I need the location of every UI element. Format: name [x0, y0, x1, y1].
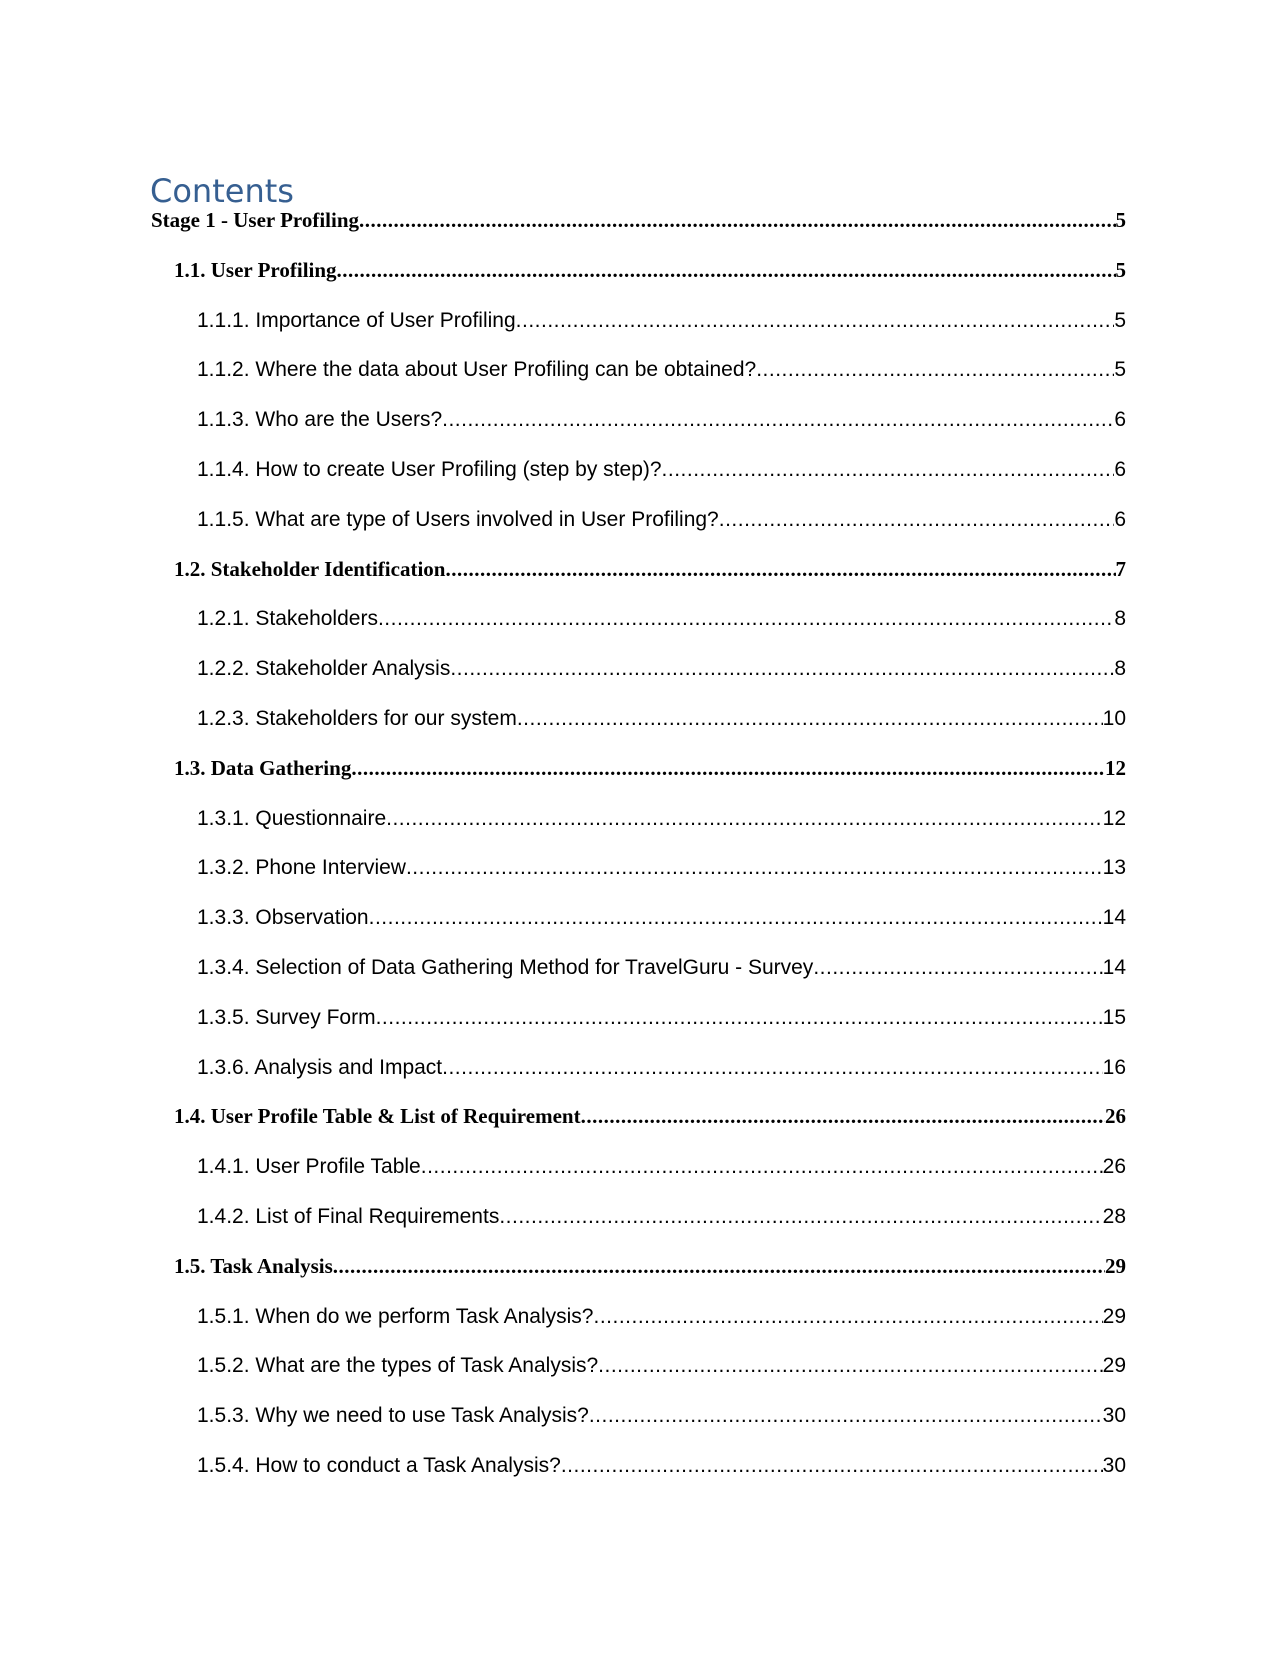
toc-entry-label: 1.3.6. Analysis and Impact [197, 1056, 443, 1079]
toc-page-number: 5 [1115, 208, 1126, 232]
toc-page-number: 8 [1114, 607, 1126, 630]
toc-dot-leader [499, 1205, 1102, 1229]
toc-dot-leader [406, 856, 1103, 880]
toc-entry-label: 1.3.3. Observation [197, 906, 369, 929]
toc-entry[interactable] [151, 203, 1126, 233]
toc-entry-label: 1.3.5. Survey Form [197, 1006, 376, 1029]
toc-entry-label: 1.4.1. User Profile Table [197, 1155, 421, 1178]
toc-entry[interactable] [197, 303, 1126, 333]
toc-entry[interactable] [174, 1099, 1126, 1129]
toc-dot-leader [378, 607, 1114, 631]
toc-page-number: 16 [1102, 1056, 1126, 1079]
toc-page-number: 29 [1102, 1305, 1126, 1328]
toc-dot-leader [333, 1254, 1105, 1279]
page-title: Contents [150, 172, 294, 210]
toc-page-number: 5 [1114, 309, 1126, 332]
toc-page-number: 14 [1102, 956, 1126, 979]
toc-dot-leader [516, 309, 1115, 333]
toc-page-number: 13 [1102, 856, 1126, 879]
toc-page-number: 5 [1114, 358, 1126, 381]
toc-entry-label: 1.3.2. Phone Interview [197, 856, 406, 879]
toc-dot-leader [581, 1104, 1105, 1129]
toc-page-number: 10 [1102, 707, 1126, 730]
toc-entry[interactable] [197, 352, 1126, 382]
toc-dot-leader [813, 956, 1102, 980]
toc-entry[interactable] [197, 1299, 1126, 1329]
toc-entry-label: 1.1.3. Who are the Users? [197, 408, 443, 431]
toc-entry[interactable] [197, 1448, 1126, 1478]
toc-entry[interactable] [197, 1000, 1126, 1030]
toc-entry-label: 1.2.3. Stakeholders for our system [197, 707, 517, 730]
toc-page-number: 12 [1105, 756, 1126, 780]
toc-page-number: 30 [1102, 1404, 1126, 1427]
toc-entry-label: 1.5.2. What are the types of Task Analysis? [197, 1354, 599, 1377]
toc-page-number: 29 [1105, 1254, 1126, 1278]
toc-entry[interactable] [197, 900, 1126, 930]
toc-entry[interactable] [174, 552, 1126, 582]
toc-page-number: 26 [1105, 1104, 1126, 1128]
toc-dot-leader [369, 906, 1103, 930]
toc-dot-leader [351, 756, 1105, 781]
toc-dot-leader [756, 358, 1114, 382]
toc-dot-leader [598, 1354, 1102, 1378]
toc-entry[interactable] [174, 253, 1126, 283]
toc-dot-leader [359, 208, 1115, 233]
toc-entry-label: 1.2. Stakeholder Identification [174, 557, 446, 581]
toc-entry-label: 1.3.1. Questionnaire [197, 807, 387, 830]
toc-page-number: 28 [1102, 1205, 1126, 1228]
toc-entry-label: 1.1. User Profiling [174, 258, 337, 282]
toc-dot-leader [337, 258, 1116, 283]
toc-entry-label: 1.5.4. How to conduct a Task Analysis? [197, 1454, 561, 1477]
toc-entry-label: 1.5.1. When do we perform Task Analysis? [197, 1305, 594, 1328]
toc-page-number: 29 [1102, 1354, 1126, 1377]
toc-page-number: 5 [1115, 258, 1126, 282]
toc-entry-label: 1.4. User Profile Table & List of Requirement [174, 1104, 581, 1128]
toc-page-number: 30 [1102, 1454, 1126, 1477]
toc-entry-label: 1.5.3. Why we need to use Task Analysis? [197, 1404, 589, 1427]
toc-dot-leader [386, 807, 1103, 831]
toc-entry[interactable] [174, 751, 1126, 781]
toc-dot-leader [561, 1454, 1103, 1478]
toc-page-number: 8 [1114, 657, 1126, 680]
toc-page-number: 6 [1114, 458, 1126, 481]
toc-dot-leader [450, 657, 1114, 681]
toc-entry[interactable] [197, 701, 1126, 731]
toc-dot-leader [517, 707, 1103, 731]
toc-entry-label: 1.1.1. Importance of User Profiling [197, 309, 516, 332]
toc-dot-leader [442, 1056, 1103, 1080]
toc-entry[interactable] [197, 850, 1126, 880]
toc-page-number: 12 [1102, 807, 1126, 830]
toc-dot-leader [589, 1404, 1103, 1428]
toc-entry-label: 1.5. Task Analysis [174, 1254, 333, 1278]
toc-entry-label: 1.3.4. Selection of Data Gathering Method for TravelGuru - Survey [197, 956, 814, 979]
toc-entry-label: 1.1.5. What are type of Users involved in User Profiling? [197, 508, 719, 531]
toc-entry-label: 1.2.2. Stakeholder Analysis [197, 657, 451, 680]
toc-page-number: 6 [1114, 408, 1126, 431]
toc-entry[interactable] [197, 801, 1126, 831]
toc-entry[interactable] [197, 1199, 1126, 1229]
toc-entry-label: 1.1.2. Where the data about User Profiling can be obtained? [197, 358, 757, 381]
toc-entry[interactable] [197, 1348, 1126, 1378]
toc-entry[interactable] [174, 1249, 1126, 1279]
toc-entry[interactable] [197, 950, 1126, 980]
toc-entry-label: 1.1.4. How to create User Profiling (step by step)? [197, 458, 662, 481]
toc-entry-label: 1.2.1. Stakeholders [197, 607, 378, 630]
toc-page-number: 26 [1102, 1155, 1126, 1178]
toc-dot-leader [442, 408, 1114, 432]
toc-entry[interactable] [197, 502, 1126, 532]
toc-entry-label: 1.3. Data Gathering [174, 756, 352, 780]
toc-dot-leader [421, 1155, 1103, 1179]
toc-entry[interactable] [197, 1050, 1126, 1080]
toc-dot-leader [445, 557, 1115, 582]
toc-entry[interactable] [197, 601, 1126, 631]
toc-page-number: 14 [1102, 906, 1126, 929]
toc-dot-leader [593, 1305, 1102, 1329]
toc-entry-label: Stage 1 - User Profiling [151, 208, 360, 232]
toc-dot-leader [719, 508, 1115, 532]
toc-entry[interactable] [197, 1149, 1126, 1179]
toc-page-number: 7 [1115, 557, 1126, 581]
toc-dot-leader [662, 458, 1115, 482]
toc-entry[interactable] [197, 402, 1126, 432]
toc-entry[interactable] [197, 1398, 1126, 1428]
toc-entry[interactable] [197, 452, 1126, 482]
toc-page-number: 15 [1102, 1006, 1126, 1029]
toc-entry-label: 1.4.2. List of Final Requirements [197, 1205, 500, 1228]
toc-page-number: 6 [1114, 508, 1126, 531]
toc-dot-leader [376, 1006, 1103, 1030]
toc-entry[interactable] [197, 651, 1126, 681]
